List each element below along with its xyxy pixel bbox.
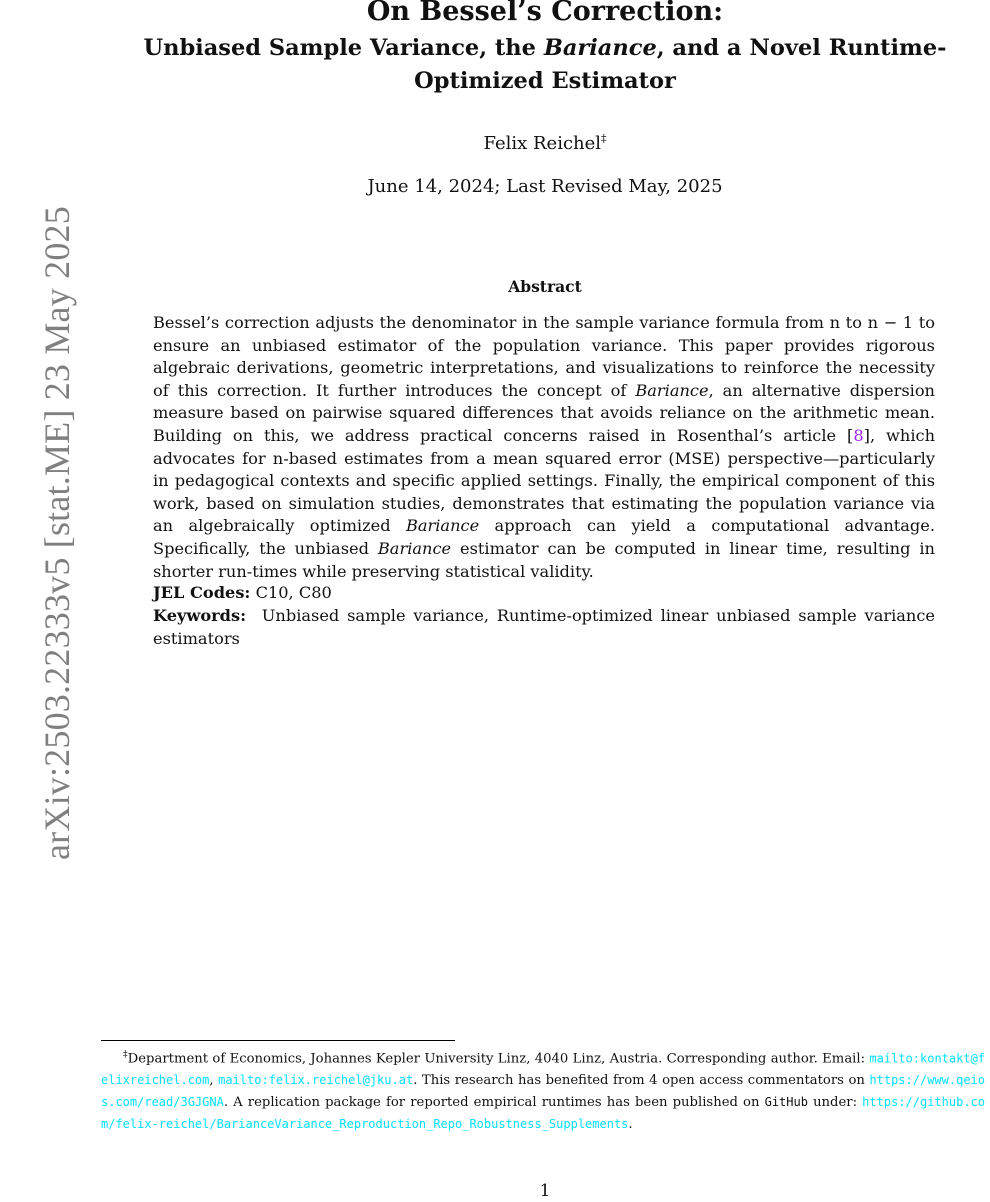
abstract-heading: Abstract: [508, 277, 582, 296]
footnote-text: . A replication package for reported empirical runtimes has been published on: [223, 1094, 765, 1110]
subtitle-part1: Unbiased Sample Variance, the: [143, 35, 544, 61]
jel-value: C10, C80: [255, 583, 332, 602]
author-line: [100, 126, 990, 157]
page-number: 1: [539, 1181, 551, 1201]
citation-link[interactable]: 8: [853, 425, 864, 445]
abstract-text: , an alternative dispersion measure based on pairwise squared differences that avoids reliance on the arithmetic mean. Building on this, we address practical concerns raised in Rosenthal’s article [: [153, 380, 935, 445]
abstract-text: Bessel’s correction adjusts the denominator in the sample variance formula from: [153, 313, 830, 332]
footnote-text: .: [628, 1116, 633, 1132]
abstract-body: [153, 312, 935, 583]
arxiv-stamp: [0, 160, 77, 860]
abstract-italic-term: Bariance: [635, 380, 709, 400]
keywords-label: Keywords:: [153, 606, 247, 625]
arxiv-stamp-text: arXiv:2503.22333v5 [stat.ME] 23 May 2025: [37, 206, 77, 860]
footnote-text: . This research has benefited from 4 open access commentators on: [413, 1073, 870, 1089]
jel-label: JEL Codes:: [153, 583, 251, 602]
email-link-2[interactable]: mailto:felix.reichel@jku.at: [218, 1073, 414, 1088]
keywords-value: Unbiased sample variance, Runtime-optimized linear unbiased sample variance estimators: [153, 606, 935, 648]
math-n: n: [272, 448, 284, 468]
subtitle-part2: , and a Novel Runtime-Optimized Estimator: [414, 35, 947, 94]
footnote-text: Department of Economics, Johannes Kepler University Linz, 4040 Linz, Austria. Corresponding author. Email:: [127, 1051, 870, 1067]
keywords: [153, 605, 935, 650]
math-n-minus-1: n − 1: [867, 313, 914, 332]
abstract-text: -based estimates from a mean squared error (MSE) perspective—particularly in pedagogical contexts and specific applied settings. Finally, the empirical component of this work, based on simulation studies, demonstrates that estimating the population variance via an algebraically optimized: [153, 448, 935, 536]
abstract-text: ], which advocates for: [153, 425, 935, 468]
abstract-text: approach can yield a computational advantage. Specifically, the unbiased: [153, 516, 936, 558]
abstract-italic-term: Bariance: [405, 516, 480, 536]
github-repo-link[interactable]: https://github.com/felix-reichel/BarianceVariance_Reproduction_Repo_Robustness_Supplements: [101, 1094, 985, 1131]
abstract-italic-term: Bariance: [377, 538, 452, 558]
author-name: Felix Reichel: [483, 133, 602, 154]
subtitle-italic: Bariance: [543, 35, 657, 61]
footnote-divider: [101, 1040, 455, 1041]
qeios-link[interactable]: https://www.qeios.com/read/3GJGNA: [101, 1073, 985, 1109]
abstract-text: estimator can be computed in linear time, resulting in shorter run-times while preserving statistical validity.: [153, 538, 935, 581]
email-link-1[interactable]: mailto:kontakt@felixreichel.com: [101, 1051, 986, 1088]
math-n: n: [829, 313, 841, 332]
author-footnote-mark[interactable]: ‡: [601, 132, 607, 145]
footnote-text: under:: [807, 1094, 863, 1110]
paper-subtitle: [100, 32, 990, 98]
footnote-text: ,: [209, 1073, 219, 1089]
github-text: GitHub: [764, 1094, 808, 1109]
abstract-text: to ensure an unbiased estimator of the population variance. This paper provides rigorous algebraic derivations, geometric interpretations, and visualizations to reinforce the necessity of this correction. It further introduces the concept of: [153, 313, 935, 400]
paper-title: On Bessel’s Correction:: [366, 0, 724, 27]
abstract-text: to: [840, 313, 868, 332]
jel-codes: [153, 582, 935, 605]
footnote: [101, 1045, 985, 1136]
footnote-mark: ‡: [123, 1050, 128, 1060]
paper-date: June 14, 2024; Last Revised May, 2025: [367, 176, 723, 197]
